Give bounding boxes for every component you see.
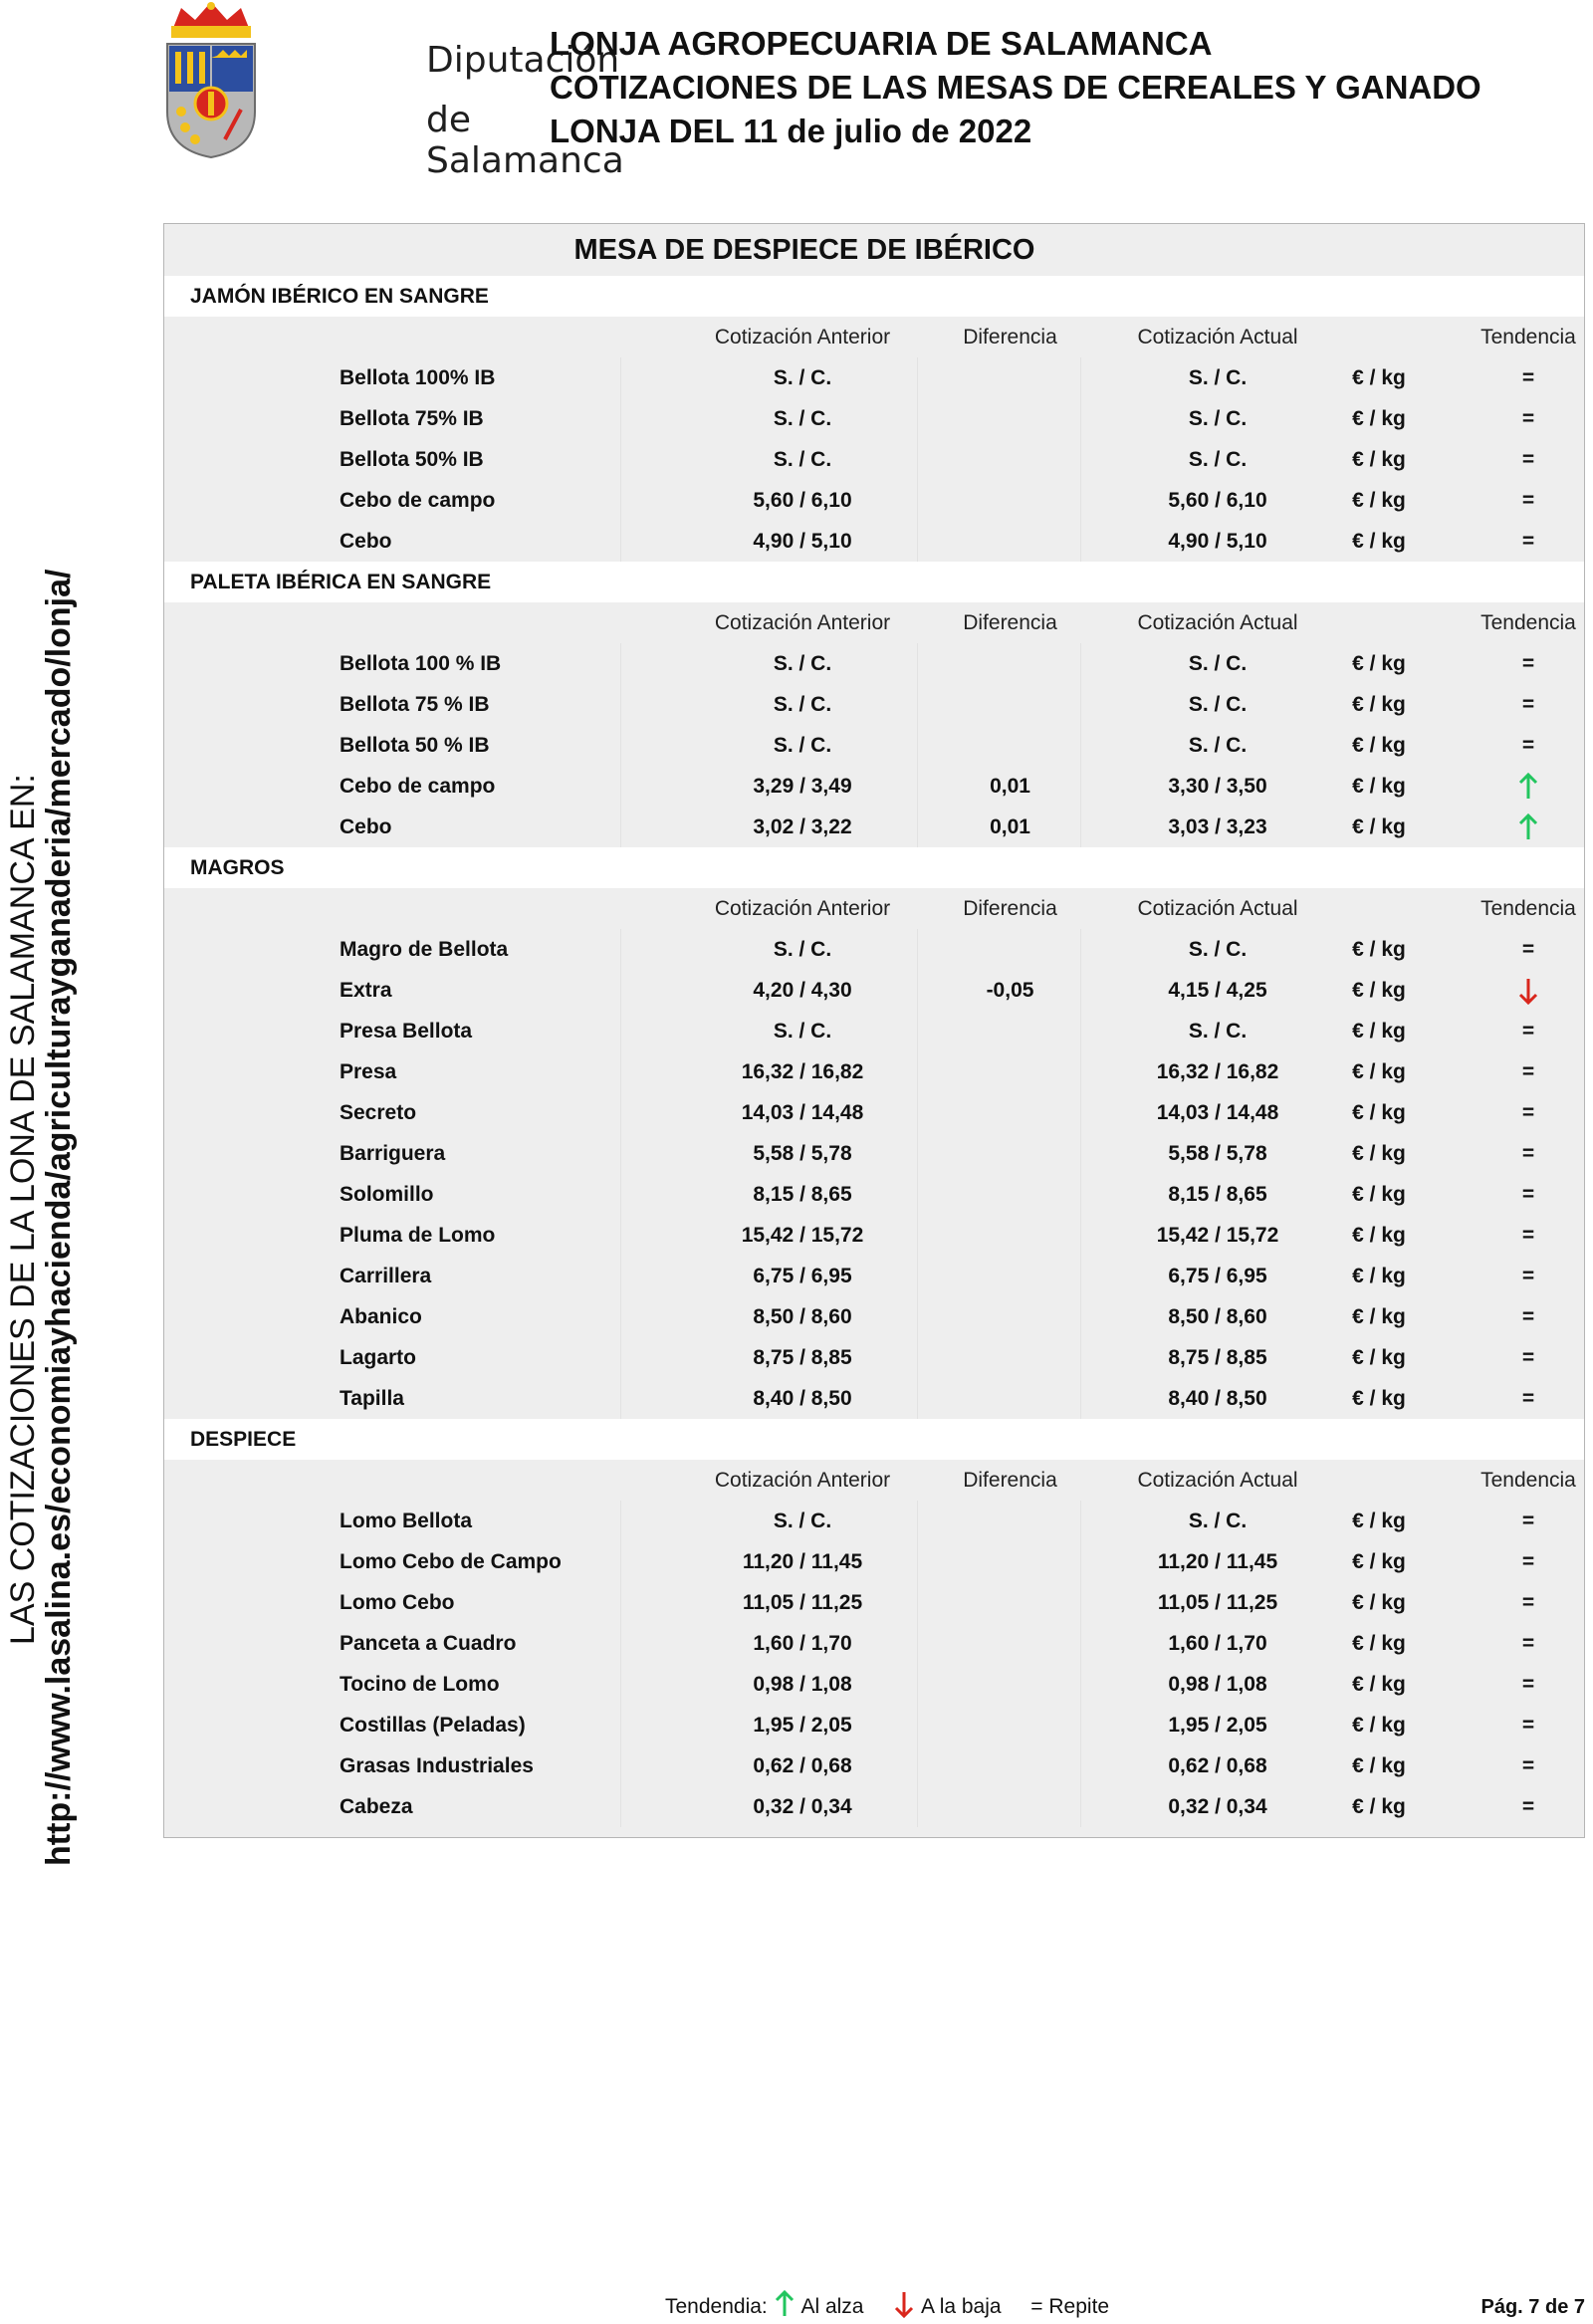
price-unit: € / kg (1352, 407, 1406, 430)
price-unit: € / kg (1352, 1550, 1406, 1573)
table-row (164, 766, 1584, 807)
table-row (164, 398, 1584, 439)
price-anterior: 0,32 / 0,34 (753, 1795, 852, 1818)
product-name: Cebo de campo (340, 489, 496, 512)
price-actual: 1,95 / 2,05 (1168, 1714, 1267, 1737)
product-name: Carrillera (340, 1265, 432, 1287)
table-row (164, 1051, 1584, 1092)
price-unit: € / kg (1352, 1591, 1406, 1614)
trend-value: = (1521, 652, 1535, 675)
table-row (164, 1541, 1584, 1582)
price-anterior: S. / C. (773, 734, 832, 757)
product-name: Lomo Cebo (340, 1591, 455, 1614)
price-diferencia: -0,05 (986, 979, 1034, 1002)
trend-value: = (1521, 1591, 1535, 1614)
price-unit: € / kg (1352, 1632, 1406, 1655)
trend-value: = (1521, 1265, 1535, 1287)
diputacion-logo (161, 0, 624, 181)
price-unit: € / kg (1352, 693, 1406, 716)
price-actual: S. / C. (1188, 1020, 1248, 1043)
logo-line2: de Salamanca (426, 100, 624, 181)
price-actual: 0,62 / 0,68 (1168, 1754, 1267, 1777)
price-anterior: 14,03 / 14,48 (741, 1101, 864, 1124)
price-unit: € / kg (1352, 938, 1406, 961)
header-line2: COTIZACIONES DE LAS MESAS DE CEREALES Y GANADO (550, 69, 1481, 106)
table-row (164, 1582, 1584, 1623)
price-anterior: S. / C. (773, 1020, 832, 1043)
trend-value: = (1521, 1754, 1535, 1777)
price-actual: 3,30 / 3,50 (1168, 775, 1267, 798)
price-anterior: 8,40 / 8,50 (753, 1387, 852, 1410)
side-line1: LAS COTIZACIONES DE LA LONA DE SALAMANCA EN: (4, 774, 42, 1645)
column-header-tendencia: Tendencia (1480, 326, 1576, 349)
product-name: Bellota 50% IB (340, 448, 484, 471)
trend-value: = (1521, 734, 1535, 757)
trend-value: = (1521, 1510, 1535, 1532)
product-name: Tapilla (340, 1387, 404, 1410)
column-header-diferencia: Diferencia (963, 1469, 1057, 1492)
product-name: Lomo Cebo de Campo (340, 1550, 562, 1573)
column-header-diferencia: Diferencia (963, 897, 1057, 920)
table-row (164, 725, 1584, 766)
table-sections (164, 276, 1584, 1827)
price-unit: € / kg (1352, 815, 1406, 838)
product-name: Solomillo (340, 1183, 434, 1206)
price-diferencia: 0,01 (990, 815, 1030, 838)
price-actual: 16,32 / 16,82 (1156, 1060, 1279, 1083)
price-anterior: 0,62 / 0,68 (753, 1754, 852, 1777)
section-title: JAMÓN IBÉRICO EN SANGRE (164, 276, 1584, 317)
column-header-actual: Cotización Actual (1137, 897, 1298, 920)
table-row (164, 1337, 1584, 1378)
trend-value: = (1521, 530, 1535, 553)
price-actual: 8,15 / 8,65 (1168, 1183, 1267, 1206)
price-actual: 11,05 / 11,25 (1157, 1591, 1278, 1614)
price-anterior: S. / C. (773, 693, 832, 716)
column-header-anterior: Cotización Anterior (714, 1469, 891, 1492)
product-name: Cebo (340, 530, 392, 553)
product-name: Magro de Bellota (340, 938, 509, 961)
price-unit: € / kg (1352, 734, 1406, 757)
price-actual: 6,75 / 6,95 (1168, 1265, 1267, 1287)
price-anterior: 6,75 / 6,95 (753, 1265, 852, 1287)
price-anterior: 1,60 / 1,70 (753, 1632, 852, 1655)
price-unit: € / kg (1352, 1265, 1406, 1287)
section-title: MAGROS (164, 847, 1584, 888)
arrow-down-icon (893, 2290, 915, 2324)
product-name: Pluma de Lomo (340, 1224, 496, 1247)
product-name: Grasas Industriales (340, 1754, 534, 1777)
price-actual: 8,40 / 8,50 (1168, 1387, 1267, 1410)
price-unit: € / kg (1352, 1795, 1406, 1818)
price-unit: € / kg (1352, 366, 1406, 389)
trend-up-icon (1459, 807, 1593, 847)
price-actual: S. / C. (1188, 366, 1248, 389)
column-header-actual: Cotización Actual (1137, 326, 1298, 349)
price-actual: S. / C. (1188, 734, 1248, 757)
trend-value: = (1521, 1550, 1535, 1573)
table-row (164, 521, 1584, 562)
price-actual: 14,03 / 14,48 (1156, 1101, 1279, 1124)
product-name: Bellota 100 % IB (340, 652, 502, 675)
price-actual: 0,32 / 0,34 (1168, 1795, 1267, 1818)
table-row (164, 1786, 1584, 1827)
logo-line1: Diputación (426, 40, 620, 81)
price-anterior: 11,20 / 11,45 (742, 1550, 863, 1573)
column-header-row (164, 317, 1584, 357)
trend-value: = (1521, 1060, 1535, 1083)
quotation-table (163, 223, 1585, 1838)
legend-down: A la baja (921, 2295, 1002, 2318)
trend-value: = (1521, 1387, 1535, 1410)
trend-value: = (1521, 1020, 1535, 1043)
product-name: Presa Bellota (340, 1020, 473, 1043)
trend-value: = (1521, 1305, 1535, 1328)
price-unit: € / kg (1352, 448, 1406, 471)
price-unit: € / kg (1352, 530, 1406, 553)
table-title: MESA DE DESPIECE DE IBÉRICO (573, 234, 1035, 266)
table-row (164, 1664, 1584, 1705)
column-header-actual: Cotización Actual (1137, 611, 1298, 634)
price-anterior: 15,42 / 15,72 (741, 1224, 864, 1247)
document-header (550, 22, 1481, 153)
product-name: Secreto (340, 1101, 417, 1124)
price-actual: 5,58 / 5,78 (1168, 1142, 1267, 1165)
table-row (164, 1256, 1584, 1296)
price-unit: € / kg (1352, 1142, 1406, 1165)
price-anterior: 0,98 / 1,08 (753, 1673, 852, 1696)
trend-value: = (1521, 1714, 1535, 1737)
price-unit: € / kg (1352, 1714, 1406, 1737)
price-actual: 5,60 / 6,10 (1168, 489, 1267, 512)
product-name: Presa (340, 1060, 397, 1083)
side-banner (0, 0, 100, 2322)
price-anterior: 3,02 / 3,22 (753, 815, 852, 838)
product-name: Cabeza (340, 1795, 413, 1818)
price-anterior: S. / C. (773, 366, 832, 389)
price-anterior: 8,75 / 8,85 (753, 1346, 852, 1369)
product-name: Bellota 50 % IB (340, 734, 490, 757)
price-actual: S. / C. (1188, 693, 1248, 716)
product-name: Lagarto (340, 1346, 417, 1369)
price-unit: € / kg (1352, 1387, 1406, 1410)
table-row (164, 1092, 1584, 1133)
column-header-actual: Cotización Actual (1137, 1469, 1298, 1492)
side-url: http://www.lasalina.es/economiayhacienda/agriculturayganaderia/mercado/lonja/ (40, 569, 78, 1866)
price-anterior: 4,90 / 5,10 (753, 530, 852, 553)
price-unit: € / kg (1352, 1183, 1406, 1206)
column-header-tendencia: Tendencia (1480, 1469, 1576, 1492)
column-header-row (164, 1460, 1584, 1501)
table-row (164, 1174, 1584, 1215)
price-anterior: S. / C. (773, 938, 832, 961)
product-name: Abanico (340, 1305, 422, 1328)
price-anterior: 4,20 / 4,30 (753, 979, 852, 1002)
table-row (164, 929, 1584, 970)
price-anterior: 1,95 / 2,05 (753, 1714, 852, 1737)
trend-value: = (1521, 938, 1535, 961)
price-unit: € / kg (1352, 1060, 1406, 1083)
trend-up-icon (1459, 766, 1593, 807)
header-line3: LONJA DEL 11 de julio de 2022 (550, 113, 1032, 149)
price-unit: € / kg (1352, 652, 1406, 675)
price-anterior: 5,60 / 6,10 (753, 489, 852, 512)
price-anterior: 3,29 / 3,49 (753, 775, 852, 798)
trend-value: = (1521, 1224, 1535, 1247)
price-actual: 1,60 / 1,70 (1168, 1632, 1267, 1655)
column-header-anterior: Cotización Anterior (714, 326, 891, 349)
trend-value: = (1521, 1142, 1535, 1165)
product-name: Panceta a Cuadro (340, 1632, 517, 1655)
price-anterior: S. / C. (773, 407, 832, 430)
column-header-diferencia: Diferencia (963, 326, 1057, 349)
price-unit: € / kg (1352, 1346, 1406, 1369)
table-row (164, 970, 1584, 1011)
price-unit: € / kg (1352, 489, 1406, 512)
table-row (164, 1133, 1584, 1174)
trend-value: = (1521, 366, 1535, 389)
price-actual: S. / C. (1188, 1510, 1248, 1532)
price-actual: 4,15 / 4,25 (1168, 979, 1267, 1002)
product-name: Bellota 100% IB (340, 366, 496, 389)
table-row (164, 684, 1584, 725)
legend-label: Tendendia: (665, 2295, 768, 2318)
column-header-diferencia: Diferencia (963, 611, 1057, 634)
table-row (164, 1501, 1584, 1541)
section-title: PALETA IBÉRICA EN SANGRE (164, 562, 1584, 602)
page-number: Pág. 7 de 7 (1480, 2296, 1585, 2318)
column-header-row (164, 602, 1584, 643)
price-anterior: 8,50 / 8,60 (753, 1305, 852, 1328)
price-anterior: S. / C. (773, 448, 832, 471)
legend-up: Al alza (800, 2295, 864, 2318)
price-actual: 15,42 / 15,72 (1156, 1224, 1279, 1247)
trend-value: = (1521, 693, 1535, 716)
price-actual: S. / C. (1188, 448, 1248, 471)
arrow-up-icon (774, 2290, 796, 2324)
price-actual: S. / C. (1188, 938, 1248, 961)
table-row (164, 1296, 1584, 1337)
trend-value: = (1521, 1632, 1535, 1655)
table-row (164, 439, 1584, 480)
price-actual: S. / C. (1188, 407, 1248, 430)
trend-legend (665, 2290, 1109, 2324)
header-line1: LONJA AGROPECUARIA DE SALAMANCA (550, 25, 1213, 62)
price-unit: € / kg (1352, 1224, 1406, 1247)
price-unit: € / kg (1352, 1510, 1406, 1532)
trend-value: = (1521, 448, 1535, 471)
column-header-tendencia: Tendencia (1480, 611, 1576, 634)
price-actual: 8,75 / 8,85 (1168, 1346, 1267, 1369)
price-anterior: 5,58 / 5,78 (753, 1142, 852, 1165)
column-header-anterior: Cotización Anterior (714, 611, 891, 634)
product-name: Bellota 75 % IB (340, 693, 490, 716)
table-row (164, 1745, 1584, 1786)
trend-value: = (1521, 407, 1535, 430)
product-name: Bellota 75% IB (340, 407, 484, 430)
table-row (164, 807, 1584, 847)
product-name: Cebo de campo (340, 775, 496, 798)
product-name: Tocino de Lomo (340, 1673, 500, 1696)
price-unit: € / kg (1352, 1101, 1406, 1124)
section-title: DESPIECE (164, 1419, 1584, 1460)
coat-of-arms-icon (161, 0, 261, 159)
table-row (164, 1215, 1584, 1256)
price-unit: € / kg (1352, 979, 1406, 1002)
column-header-tendencia: Tendencia (1480, 897, 1576, 920)
trend-value: = (1521, 1183, 1535, 1206)
product-name: Costillas (Peladas) (340, 1714, 526, 1737)
column-header-anterior: Cotización Anterior (714, 897, 891, 920)
price-actual: 8,50 / 8,60 (1168, 1305, 1267, 1328)
table-row (164, 357, 1584, 398)
price-diferencia: 0,01 (990, 775, 1030, 798)
trend-value: = (1521, 1346, 1535, 1369)
price-actual: 0,98 / 1,08 (1168, 1673, 1267, 1696)
price-unit: € / kg (1352, 775, 1406, 798)
price-anterior: S. / C. (773, 1510, 832, 1532)
table-row (164, 643, 1584, 684)
table-row (164, 1705, 1584, 1745)
product-name: Extra (340, 979, 392, 1002)
price-anterior: S. / C. (773, 652, 832, 675)
price-unit: € / kg (1352, 1305, 1406, 1328)
price-anterior: 8,15 / 8,65 (753, 1183, 852, 1206)
price-actual: S. / C. (1188, 652, 1248, 675)
column-header-row (164, 888, 1584, 929)
price-unit: € / kg (1352, 1020, 1406, 1043)
trend-value: = (1521, 1101, 1535, 1124)
table-row (164, 1011, 1584, 1051)
table-row (164, 1378, 1584, 1419)
table-row (164, 480, 1584, 521)
product-name: Lomo Bellota (340, 1510, 473, 1532)
trend-value: = (1521, 1795, 1535, 1818)
product-name: Barriguera (340, 1142, 446, 1165)
trend-value: = (1521, 1673, 1535, 1696)
price-anterior: 11,05 / 11,25 (742, 1591, 863, 1614)
price-unit: € / kg (1352, 1754, 1406, 1777)
price-anterior: 16,32 / 16,82 (741, 1060, 864, 1083)
price-unit: € / kg (1352, 1673, 1406, 1696)
price-actual: 11,20 / 11,45 (1157, 1550, 1278, 1573)
trend-down-icon (1459, 970, 1593, 1011)
product-name: Cebo (340, 815, 392, 838)
trend-value: = (1521, 489, 1535, 512)
price-actual: 3,03 / 3,23 (1168, 815, 1267, 838)
price-actual: 4,90 / 5,10 (1168, 530, 1267, 553)
legend-same: = Repite (1030, 2295, 1110, 2318)
table-row (164, 1623, 1584, 1664)
